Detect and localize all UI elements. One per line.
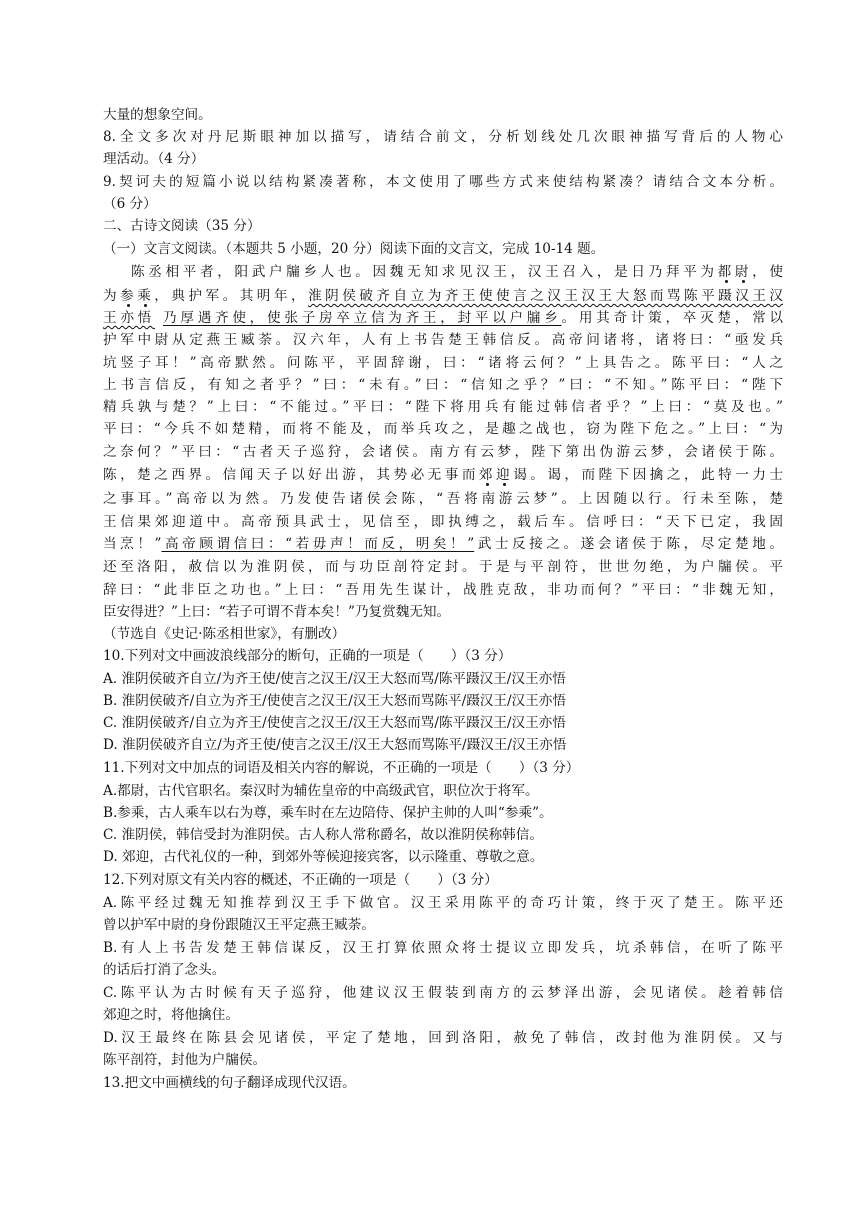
passage-line-12: 王信果郊迎道中。高帝预具武士，见信至，即执缚之，载后车。信呼曰：“天下已定，我固 <box>103 514 783 530</box>
dotted-char: 都 <box>717 264 735 280</box>
q10-option-b: B. 淮阴侯破齐/自立为齐王/使使言之汉王/汉王大怒而骂陈平/蹑汉王/汉王亦悟 <box>103 693 566 709</box>
q12-option-c-line1: C.陈平认为古时候有天子巡狩，他建议汉王假装到南方的云梦泽出游，会见诸侯。趁着韩信 <box>103 985 783 1001</box>
q10-stem: 10.下列对文中画波浪线部分的断句，正确的一项是（ ）（3 分） <box>103 648 512 664</box>
passage-line-5: 坑竖子耳！”高帝默然。问陈平，平固辞谢，曰：“诸将云何？”上具告之。陈平曰：“人之 <box>103 355 783 371</box>
passage-line-4: 护军中尉从定燕王臧荼。汉六年，人有上书告楚王韩信反。高帝问诸将，诸将曰：“亟发兵 <box>103 332 783 348</box>
q12-option-d-line1: D.汉王最终在陈县会见诸侯，平定了楚地，回到洛阳，赦免了韩信，改封他为淮阴侯。又与 <box>103 1030 783 1046</box>
passage-line-2: 为参乘，典护军。其明年，淮阴侯破齐自立为齐王使使言之汉王汉王大怒而骂陈平蹑汉王汉 <box>103 288 784 304</box>
passage-line-13: 当烹！”高帝顾谓信曰：“若毋声！而反，明矣！”武士反接之。遂会诸侯于陈，尽定楚地。 <box>103 536 784 552</box>
wavy-underlined-text: 淮阴侯破齐自立为齐王使使言之汉王汉王大怒而骂陈平蹑汉王汉 <box>308 288 784 304</box>
passage-line-3: 王亦悟 乃厚遇齐使，使张子房卒立信为齐王，封平以户牖乡。用其奇计策，卒灭楚，常以 <box>103 310 784 326</box>
q11-option-b: B.参乘，古人乘车以右为尊，乘车时在左边陪侍、保护主帅的人叫“参乘”。 <box>103 805 553 821</box>
q10-option-d: D. 淮阴侯破齐自立/为齐王使/使言之汉王/汉王大怒而骂陈平/蹑汉王/汉王亦悟 <box>103 737 567 753</box>
passage-line-16: 臣安得进？”上曰：“若子可谓不背本矣！”乃复赏魏无知。 <box>103 604 451 620</box>
section-title: 二、古诗文阅读（35 分） <box>103 218 261 234</box>
dotted-char: 乘 <box>137 288 155 304</box>
q12-option-a-line2: 曾以护军中尉的身份跟随汉王平定燕王臧荼。 <box>103 917 375 933</box>
q9-stem-line1: 9.契诃夫的短篇小说以结构紧凑著称，本文使用了哪些方式来使结构紧凑？请结合文本分析。 <box>103 174 783 190</box>
q12-option-c-line2: 郊迎之时，将他擒住。 <box>103 1007 239 1023</box>
dotted-char: 郊 <box>478 467 497 483</box>
dotted-char: 尉 <box>734 264 753 280</box>
passage-source: （节选自《史记·陈丞相世家》，有删改） <box>103 626 346 642</box>
passage-line-15: 辞曰：“此非臣之功也。”上曰：“吾用先生谋计，战胜克敌，非功而何？”平曰：“非魏无知， <box>103 582 783 598</box>
q12-stem: 12.下列对原文有关内容的概述，不正确的一项是（ ）（3 分） <box>103 872 498 888</box>
passage-line-7: 精兵孰与楚？”上曰：“不能过。”平曰：“陛下将用兵有能过韩信者乎？”上曰：“莫及也。” <box>103 399 783 415</box>
q11-option-a: A.都尉，古代官职名。秦汉时为辅佐皇帝的中高级武官，职位次于将军。 <box>103 783 539 799</box>
dotted-char: 参 <box>120 288 138 304</box>
underlined-sentence: 乃厚遇齐使，使张子房卒立信为齐王，封平以户牖乡 <box>163 310 562 326</box>
q11-option-c: C. 淮阴侯，韩信受封为淮阴侯。古人称人常称爵名，故以淮阴侯称韩信。 <box>103 827 543 843</box>
dotted-char: 迎 <box>496 467 514 483</box>
passage-line-14: 还至洛阳，赦信以为淮阴侯，而与功臣剖符定封。于是与平剖符，世世勿绝，为户牖侯。平 <box>103 559 783 575</box>
q12-option-a-line1: A.陈平经过魏无知推荐到汉王手下做官。汉王采用陈平的奇巧计策，终于灭了楚王。陈平还 <box>103 895 783 911</box>
section-subtitle: （一）文言文阅读。（本题共 5 小题，20 分）阅读下面的文言文，完成 10-14 题。 <box>103 241 605 257</box>
q8-stem-line1: 8.全文多次对丹尼斯眼神加以描写，请结合前文，分析划线处几次眼神描写背后的人物心 <box>103 129 783 145</box>
passage-line-8: 平曰：“今兵不如楚精，而将不能及，而举兵攻之，是趣之战也，窃为陛下危之。”上曰：“为 <box>103 421 783 437</box>
passage-line-10: 陈，楚之西界。信闻天子以好出游，其势必无事而郊迎谒。谒，而陛下因擒之，此特一力士 <box>103 467 784 483</box>
q12-option-d-line2: 陈平剖符，封他为户牖侯。 <box>103 1052 267 1068</box>
q7-tail-line: 大量的想象空间。 <box>103 107 212 123</box>
q10-option-c: C. 淮阴侯破齐/自立为齐王/使使言之汉王/汉王大怒而骂/陈平蹑汉王/汉王亦悟 <box>103 715 566 731</box>
passage-line-1: 陈丞相平者，阳武户牖乡人也。因魏无知求见汉王，汉王召入，是日乃拜平为都尉，使 <box>131 264 784 280</box>
q12-option-b-line1: B.有人上书告发楚王韩信谋反，汉王打算依照众将士提议立即发兵，坑杀韩信，在听了陈平 <box>103 940 783 956</box>
q8-stem-line2: 理活动。（4 分） <box>103 151 205 167</box>
q10-option-a: A. 淮阴侯破齐自立/为齐王使/使言之汉王/汉王大怒而骂/陈平蹑汉王/汉王亦悟 <box>103 671 566 687</box>
underlined-sentence: 高帝顾谓信曰：“若毋声！而反，明矣！” <box>161 536 475 552</box>
q11-option-d: D. 郊迎，古代礼仪的一种，到郊外等候迎接宾客，以示隆重、尊敬之意。 <box>103 849 544 865</box>
q13-stem: 13.把文中画横线的句子翻译成现代汉语。 <box>103 1075 356 1091</box>
passage-line-6: 上书言信反，有知之者乎？”曰：“未有。”曰：“信知之乎？”曰：“不知。”陈平曰：“陛下 <box>103 377 783 393</box>
wavy-underlined-text: 王亦悟 <box>103 310 155 326</box>
passage-line-11: 之事耳。”高帝以为然。乃发使告诸侯会陈，“吾将南游云梦”。上因随以行。行未至陈，楚 <box>103 491 783 507</box>
passage-line-9: 之奈何？”平曰：“古者天子巡狩，会诸侯。南方有云梦，陛下第出伪游云梦，会诸侯于陈。 <box>103 444 783 460</box>
q9-stem-line2: （6 分） <box>103 196 157 212</box>
q11-stem: 11.下列对文中加点的词语及相关内容的解说，不正确的一项是（ ）（3 分） <box>103 760 580 776</box>
q12-option-b-line2: 的话后打消了念头。 <box>103 962 226 978</box>
